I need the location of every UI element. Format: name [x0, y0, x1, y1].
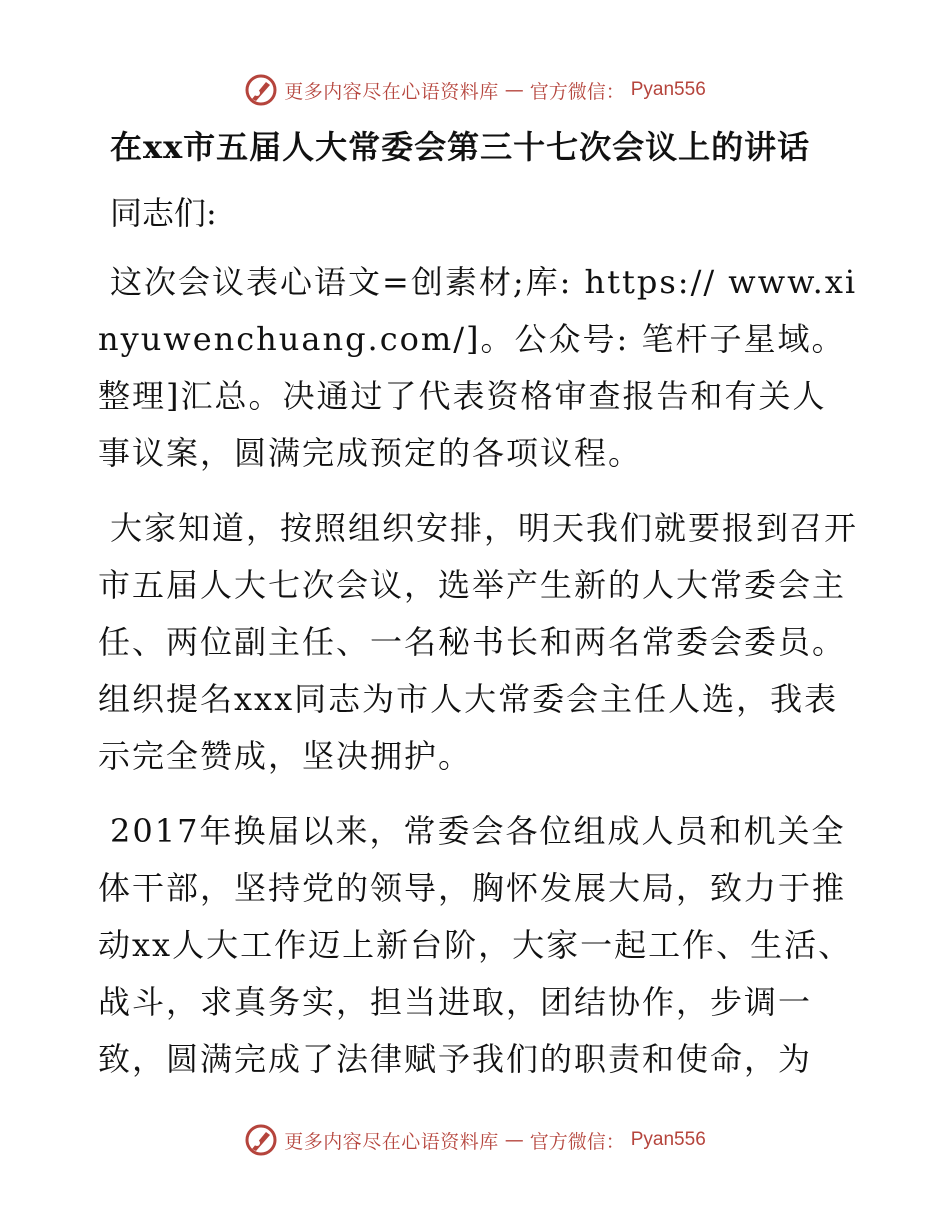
document-body: [98, 118, 858, 1106]
paragraph-1: 这次会议表心语文=创素材;库: https:// www.xinyuwenchuang.com/]。公众号: 笔杆子星域。整理]汇总。决通过了代表资格审查报告和有关人事议案，圆满完成预定的各项议程。: [98, 263, 858, 472]
document-title: 在xx市五届人大常委会第三十七次会议上的讲话: [110, 128, 811, 166]
banner-wechat-id: Pyan556: [630, 1129, 706, 1150]
salutation: 同志们:: [110, 194, 217, 232]
banner-separator: —: [504, 1129, 524, 1151]
footer-banner: [0, 1120, 950, 1160]
banner-text: 更多内容尽在心语资料库: [284, 1130, 499, 1153]
banner-wechat-id: Pyan556: [630, 79, 706, 100]
header-banner: [0, 70, 950, 110]
banner-wechat-label: 官方微信：: [529, 1130, 625, 1153]
banner-text: 更多内容尽在心语资料库: [284, 80, 499, 103]
banner-wechat-label: 官方微信：: [529, 80, 625, 103]
paragraph-2: 大家知道，按照组织安排，明天我们就要报到召开市五届人大七次会议，选举产生新的人大常委会主任、两位副主任、一名秘书长和两名常委会委员。组织提名xxx同志为市人大常委会主任人选，我表示完全赞成，坚决拥护。: [98, 509, 859, 775]
quill-logo-icon: [244, 1123, 278, 1157]
banner-separator: —: [504, 79, 524, 101]
paragraph-3: 2017年换届以来，常委会各位组成人员和机关全体干部，坚持党的领导，胸怀发展大局，致力于推动xx人大工作迈上新台阶，大家一起工作、生活、战斗，求真务实，担当进取，团结协作，步调一致，圆满完成了法律赋予我们的职责和使命，为: [98, 812, 853, 1078]
quill-logo-icon: [244, 73, 278, 107]
